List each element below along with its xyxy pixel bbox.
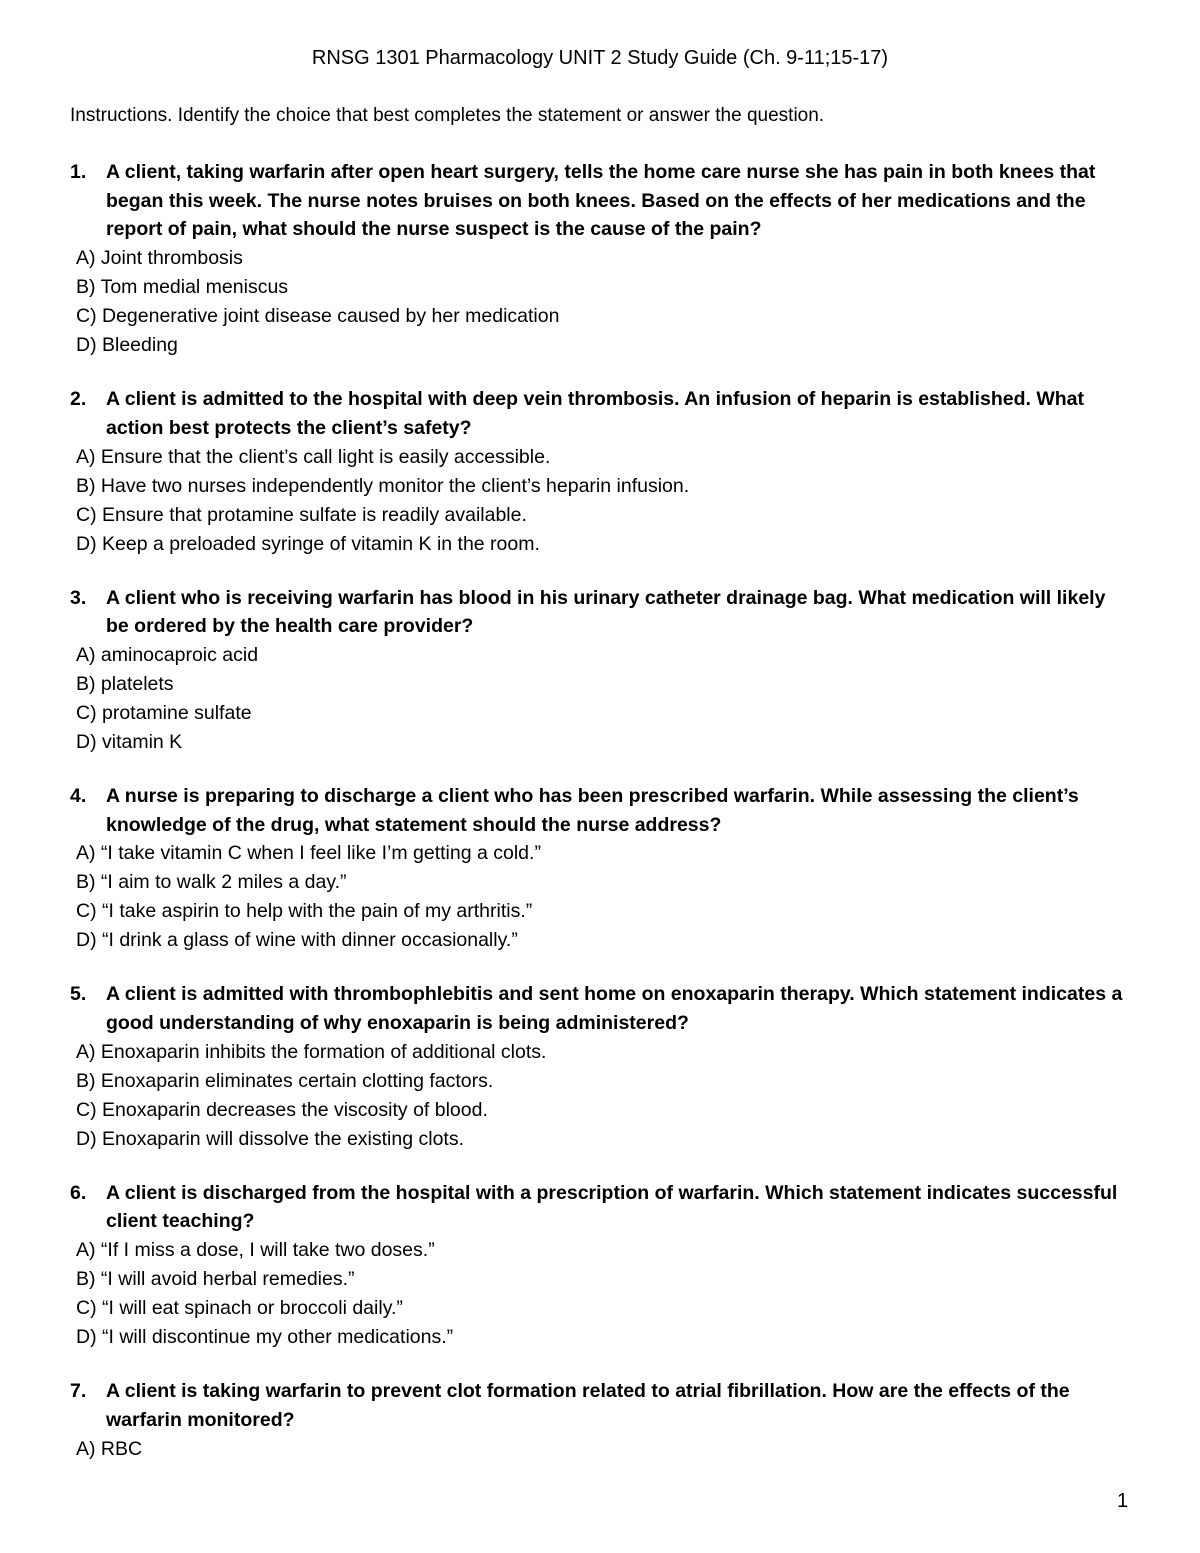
question-stem: [70, 584, 1130, 641]
question-number: 3.: [70, 586, 87, 609]
question-text: A client, taking warfarin after open heart surgery, tells the home care nurse she has pain in both knees that began this week. The nurse notes bruises on both knees. Based on the effects of her medications and the report of pain, what should the nurse suspect is the cause of the pain?: [106, 161, 1096, 241]
question-number: 5.: [70, 983, 87, 1006]
question-stem: [70, 980, 1130, 1037]
answer-choice-d: D) vitamin K: [76, 730, 183, 753]
question-text: A nurse is preparing to discharge a client who has been prescribed warfarin. While assessing the client’s knowledge of the drug, what statement should the nurse address?: [106, 784, 1079, 836]
question-4: [70, 782, 1130, 955]
answer-choice-a: A) “I take vitamin C when I feel like I’m getting a cold.”: [76, 842, 541, 865]
answer-choice-d: D) Enoxaparin will dissolve the existing clots.: [76, 1127, 465, 1150]
answer-choice-d: D) “I drink a glass of wine with dinner occasionally.”: [76, 929, 518, 952]
answer-choice-d: D) “I will discontinue my other medications.”: [76, 1326, 454, 1349]
answer-choice-a: A) RBC: [76, 1437, 143, 1460]
question-stem: [70, 1179, 1130, 1236]
answer-choice-a: A) Ensure that the client’s call light is easily accessible.: [76, 445, 551, 468]
question-stem: [70, 782, 1130, 839]
question-number: 1.: [70, 161, 87, 183]
document-title: RNSG 1301 Pharmacology UNIT 2 Study Guide (Ch. 9-11;15-17): [311, 47, 889, 69]
answer-choice-c: C) Degenerative joint disease caused by her medication: [76, 305, 560, 328]
answer-choice-d: D) Keep a preloaded syringe of vitamin K in the room.: [76, 532, 540, 555]
page-number: 1: [1117, 1490, 1129, 1512]
answer-choice-b: B) “I will avoid herbal remedies.”: [76, 1268, 355, 1291]
instructions-text: Instructions. Identify the choice that best completes the statement or answer the question.: [70, 105, 825, 126]
answer-choice-a: A) aminocaproic acid: [76, 643, 259, 666]
question-7: [70, 1377, 1130, 1463]
answer-choice-a: A) “If I miss a dose, I will take two doses.”: [76, 1239, 435, 1262]
question-text: A client is discharged from the hospital with a prescription of warfarin. Which statement indicates successful client teaching?: [106, 1181, 1118, 1233]
answer-choice-c: C) “I will eat spinach or broccoli daily.”: [76, 1297, 403, 1320]
answer-choice-c: C) Enoxaparin decreases the viscosity of blood.: [76, 1098, 488, 1121]
question-6: [70, 1179, 1130, 1352]
question-text: A client is taking warfarin to prevent clot formation related to atrial fibrillation. How are the effects of the warfarin monitored?: [106, 1380, 1070, 1431]
answer-choice-a: A) Enoxaparin inhibits the formation of additional clots.: [76, 1040, 547, 1063]
answer-choice-c: C) Ensure that protamine sulfate is readily available.: [76, 503, 527, 526]
answer-choice-b: B) “I aim to walk 2 miles a day.”: [76, 871, 347, 894]
answer-choice-b: B) Enoxaparin eliminates certain clotting factors.: [76, 1069, 494, 1092]
answer-choice-a: A) Joint thrombosis: [76, 247, 243, 270]
question-number: 6.: [70, 1181, 87, 1204]
question-text: A client is admitted with thrombophlebitis and sent home on enoxaparin therapy. Which statement indicates a good understanding of why enoxaparin is being administered?: [106, 983, 1123, 1035]
answer-choice-b: B) platelets: [76, 672, 174, 695]
answer-choice-c: C) protamine sulfate: [76, 701, 252, 724]
question-text: A client who is receiving warfarin has blood in his urinary catheter drainage bag. What medication will likely be ordered by the health care provider?: [106, 586, 1106, 638]
question-2: [70, 385, 1130, 558]
question-number: 2.: [70, 388, 87, 411]
answer-choice-c: C) “I take aspirin to help with the pain of my arthritis.”: [76, 900, 533, 923]
answer-choice-b: B) Have two nurses independently monitor the client’s heparin infusion.: [76, 474, 690, 497]
question-5: [70, 980, 1130, 1153]
answer-choice-d: D) Bleeding: [76, 334, 178, 357]
question-stem: [70, 158, 1130, 244]
question-number: 4.: [70, 784, 87, 807]
question-3: [70, 584, 1130, 757]
question-1: [70, 158, 1130, 360]
question-list: [70, 158, 1130, 1489]
question-stem: [70, 385, 1130, 442]
question-text: A client is admitted to the hospital with deep vein thrombosis. An infusion of heparin is established. What action best protects the client’s safety?: [106, 388, 1084, 439]
question-stem: [70, 1377, 1130, 1434]
answer-choice-b: B) Tom medial meniscus: [76, 276, 289, 299]
question-number: 7.: [70, 1380, 87, 1403]
